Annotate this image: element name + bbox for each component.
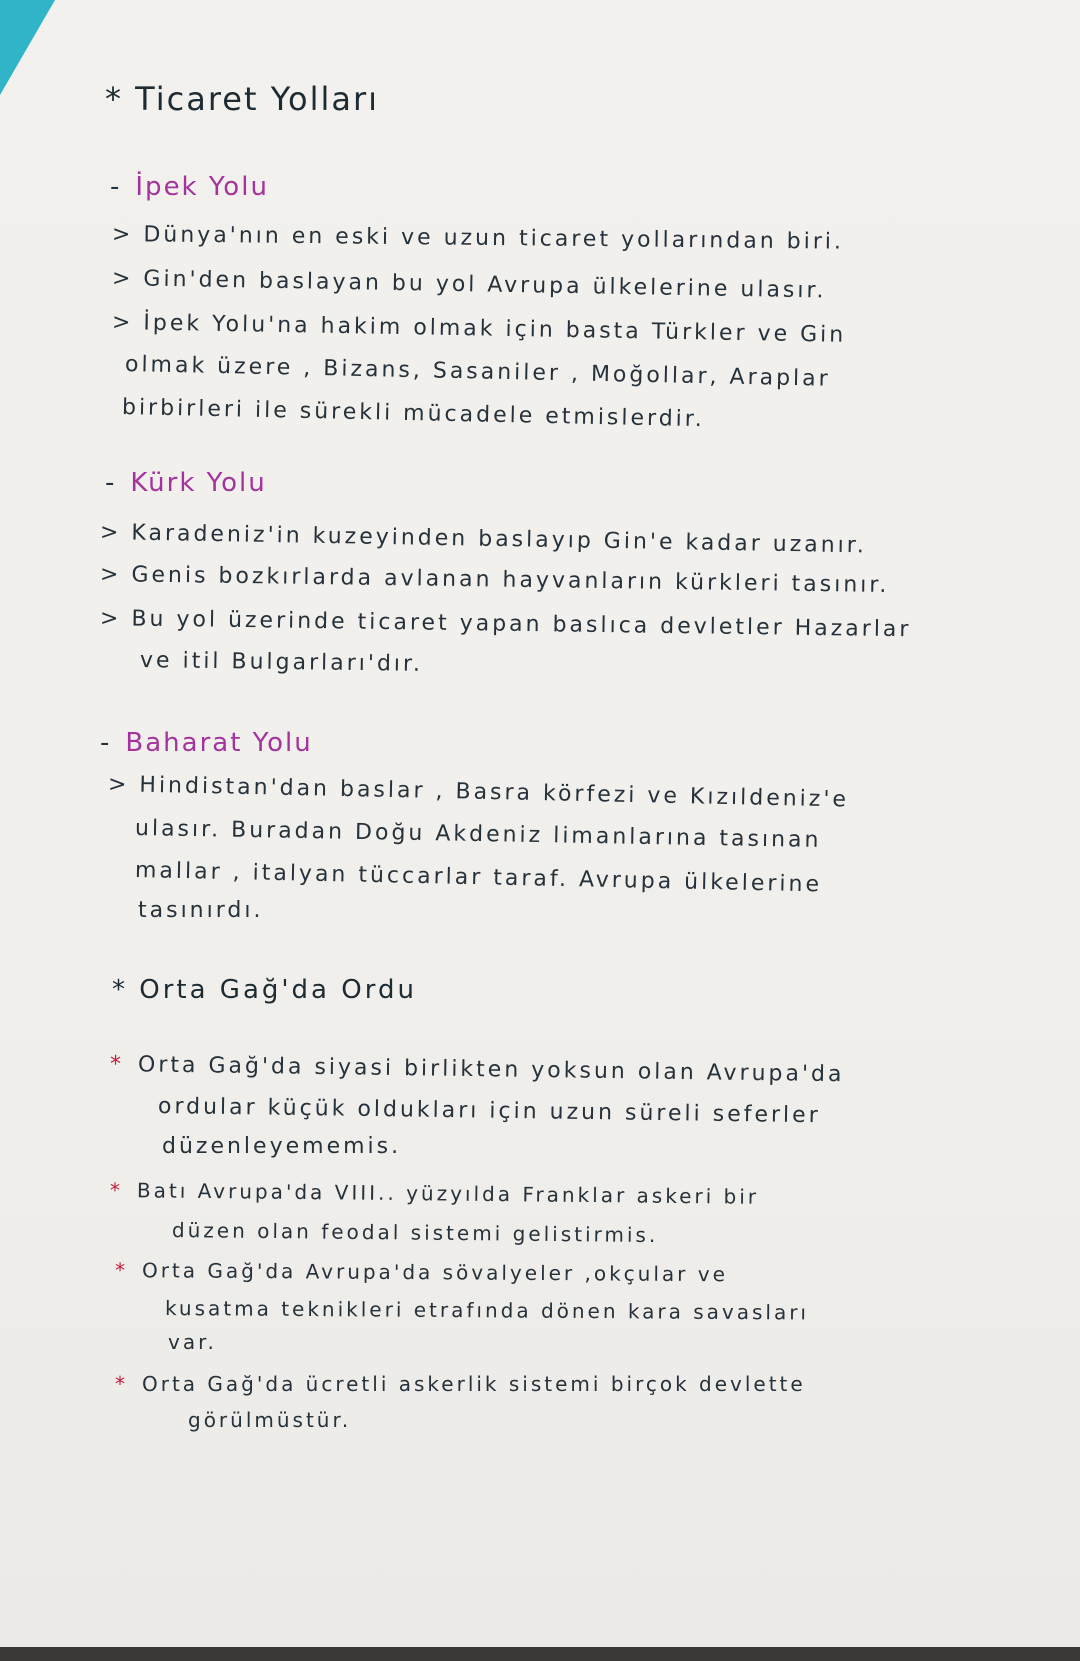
page-bottom-edge (0, 1647, 1080, 1661)
line-text: Batı Avrupa'da VIII.. yüzyılda Franklar askeri bir (136, 1178, 760, 1209)
page-corner-decoration (0, 0, 55, 95)
section-heading-ordu: * Orta Gağ'da Ordu (112, 975, 417, 1005)
star-bullet: * (115, 1372, 128, 1396)
text-line: ulasır. Buradan Doğu Akdeniz limanlarına tasınan (134, 816, 822, 853)
text-line: > Genis bozkırlarda avlanan hayvanların kürkleri tasınır. (99, 562, 890, 599)
heading-text: Kürk Yolu (130, 468, 267, 498)
text-line: düzen olan feodal sistemi gelistirmis. (171, 1218, 659, 1248)
text-line: birbirleri ile sürekli mücadele etmislerdir. (121, 395, 706, 433)
dash-bullet: - (100, 728, 112, 758)
dash-bullet: - (105, 468, 117, 498)
text-line: > Gin'den baslayan bu yol Avrupa ülkelerine ulasır. (111, 266, 827, 304)
text-line: > Bu yol üzerinde ticaret yapan baslıca devletler Hazarlar (99, 606, 912, 643)
text-line (110, 1178, 759, 1209)
text-line: > Hindistan'dan baslar , Basra körfezi ve Kızıldeniz'e (107, 772, 850, 813)
text-line: mallar , italyan tüccarlar taraf. Avrupa ülkelerine (134, 858, 823, 898)
text-line: > Karadeniz'in kuzeyinden baslayıp Gin'e kadar uzanır. (99, 520, 868, 559)
text-line: > İpek Yolu'na hakim olmak için basta Türkler ve Gin (111, 310, 847, 348)
line-text: Orta Gağ'da ücretli askerlik sistemi birçok devlette (142, 1372, 806, 1396)
text-line: tasınırdı. (138, 898, 264, 923)
text-line: > Dünya'nın en eski ve uzun ticaret yollarından biri. (111, 222, 845, 255)
text-line (110, 1052, 845, 1087)
text-line: kusatma teknikleri etrafında dönen kara savasları (164, 1296, 810, 1325)
star-bullet: * (109, 1052, 125, 1078)
heading-text: İpek Yolu (135, 172, 269, 202)
text-line (115, 1258, 728, 1286)
line-text: Orta Gağ'da siyasi birlikten yoksun olan Avrupa'da (137, 1052, 845, 1088)
star-bullet: * (114, 1258, 129, 1283)
dash-bullet: - (110, 172, 122, 202)
heading-text: Baharat Yolu (125, 728, 313, 758)
line-text: Orta Gağ'da Avrupa'da sövalyeler ,okçular ve (141, 1258, 729, 1287)
text-line: ordular küçük oldukları için uzun süreli seferler (157, 1094, 821, 1129)
page-title: * Ticaret Yolları (105, 80, 379, 118)
text-line: düzenleyememis. (162, 1134, 402, 1159)
text-line: görülmüstür. (188, 1408, 352, 1432)
text-line (115, 1372, 806, 1396)
star-bullet: * (109, 1178, 124, 1203)
text-line: olmak üzere , Bizans, Sasaniler , Moğollar, Araplar (124, 352, 831, 392)
section-heading-kurk (105, 468, 267, 498)
text-line: ve itil Bulgarları'dır. (139, 648, 424, 677)
section-heading-ipek (110, 172, 269, 202)
section-heading-baharat (100, 728, 313, 758)
text-line: var. (168, 1330, 217, 1354)
